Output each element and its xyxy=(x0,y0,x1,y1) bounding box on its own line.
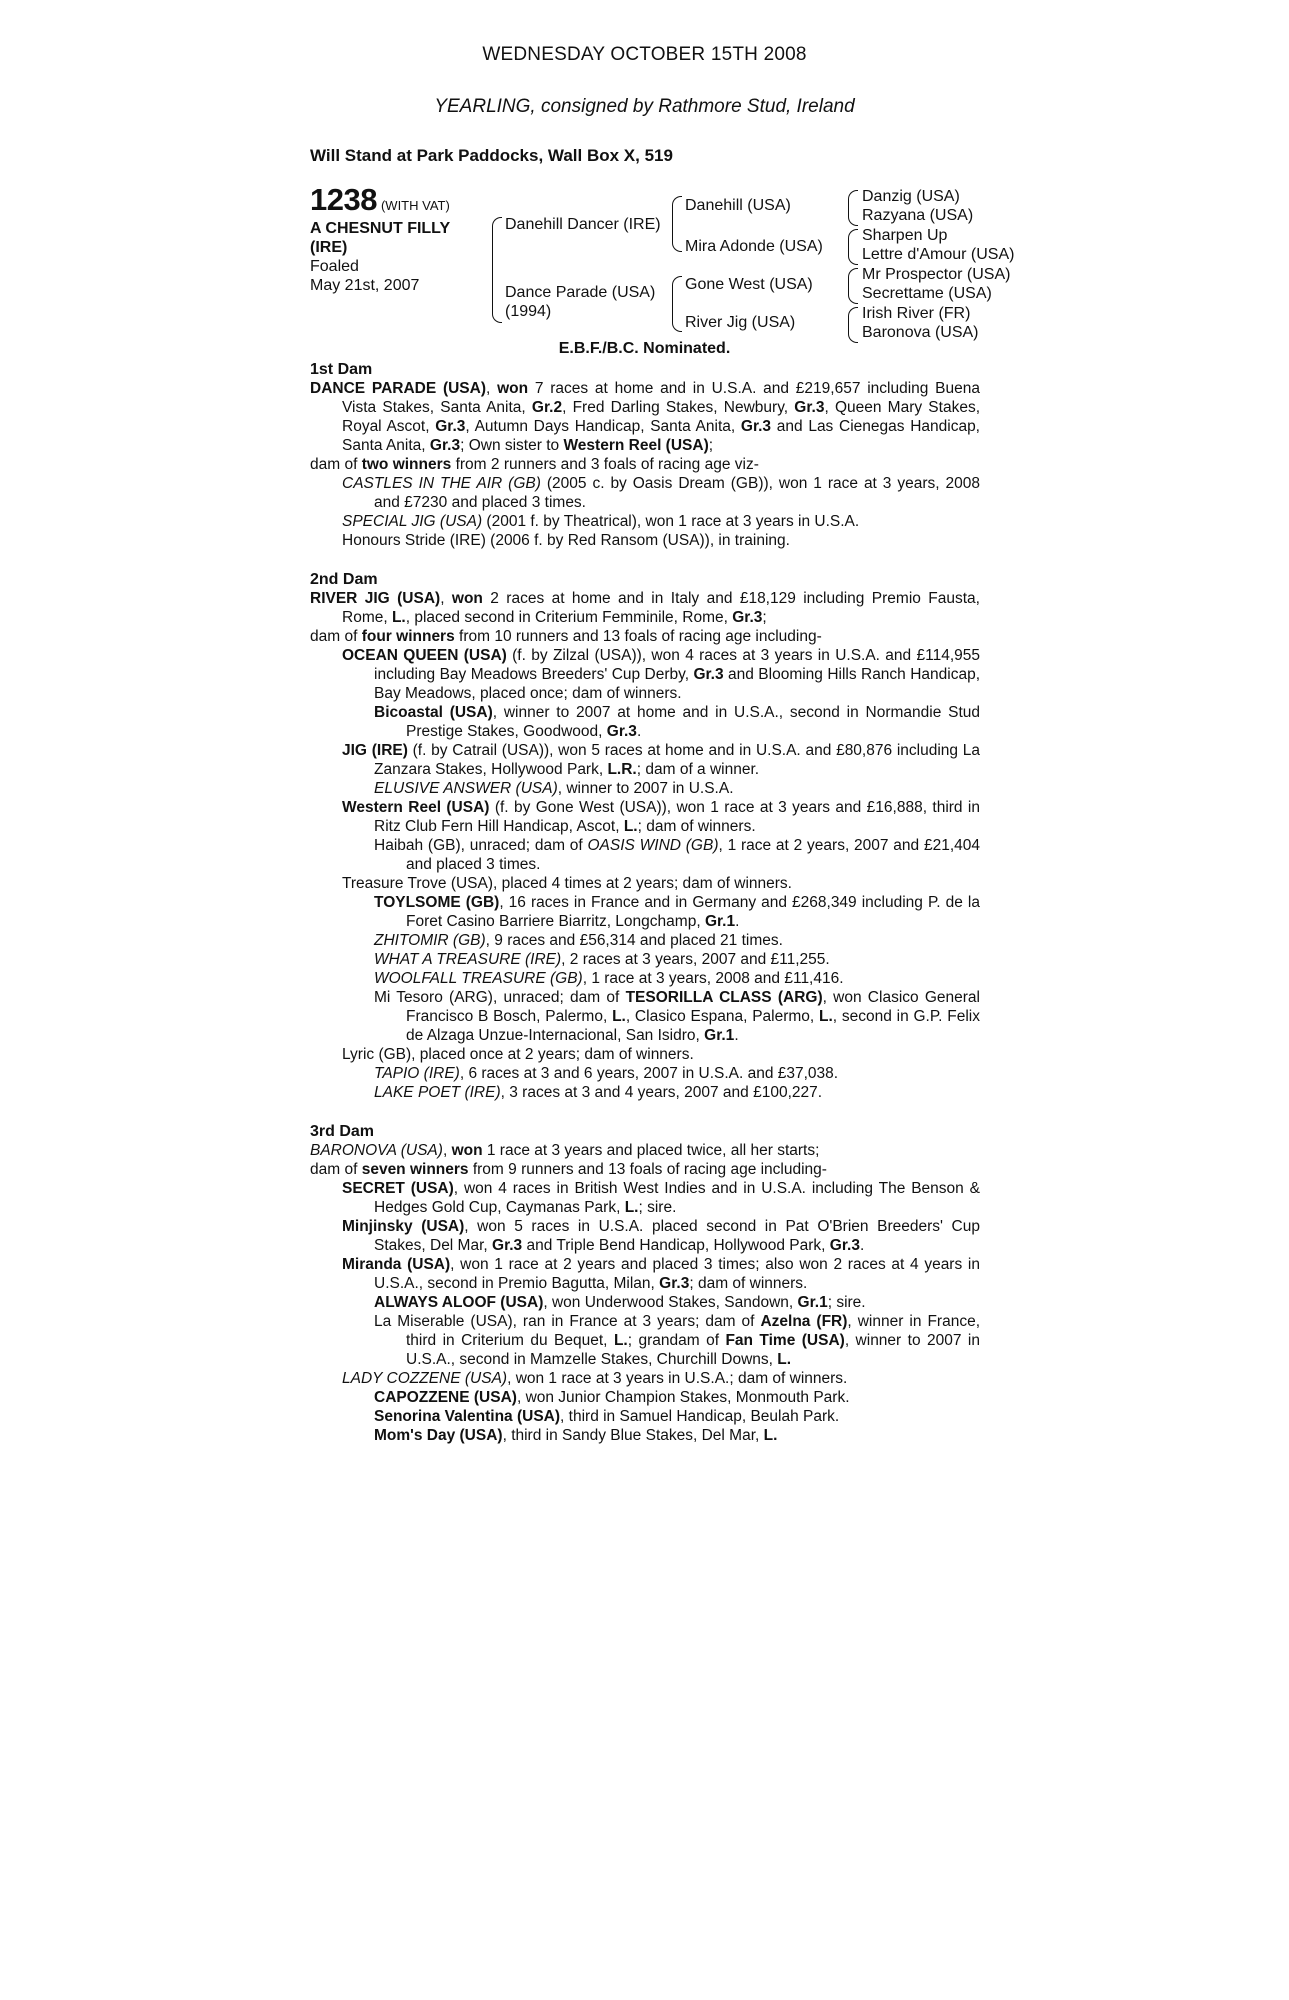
progeny-entry xyxy=(310,531,980,550)
grade-label: Gr.3 xyxy=(794,399,825,416)
pedigree-dam-dam: River Jig (USA) xyxy=(685,314,796,331)
winners-count: seven winners xyxy=(361,1161,469,1178)
brace-ss xyxy=(848,190,858,226)
won-label: won xyxy=(451,1142,483,1159)
progeny-text: , third in Samuel Handicap, Beulah Park. xyxy=(560,1408,840,1425)
progeny-name: Western Reel (USA) xyxy=(342,799,490,816)
won-label: won xyxy=(497,380,529,397)
progeny-text: , 9 races and £56,314 and placed 21 times. xyxy=(485,932,783,949)
progeny-entry xyxy=(310,1293,980,1312)
progeny-text: , Clasico Espana, Palermo, xyxy=(625,1008,819,1025)
progeny-entry xyxy=(310,1407,980,1426)
stand-location: Will Stand at Park Paddocks, Wall Box X, 519 xyxy=(310,146,673,165)
progeny-name: TOYLSOME (GB) xyxy=(374,894,500,911)
pedigree-dsd: Secrettame (USA) xyxy=(862,285,992,302)
progeny-entry xyxy=(310,836,980,874)
progeny-entry xyxy=(310,1217,980,1255)
lot-info xyxy=(310,182,475,295)
pedigree-dam-year: (1994) xyxy=(505,303,552,320)
winners-count: two winners xyxy=(361,456,452,473)
grade-label: L. xyxy=(763,1427,778,1444)
record-text: 1 race at 3 years and placed twice, all her starts; xyxy=(482,1142,820,1159)
progeny-entry xyxy=(310,1426,980,1445)
progeny-text: , won 1 race at 2 years and placed 3 times; also won 2 races at 4 years in U.S.A., second in Premio Bagutta, Milan, xyxy=(374,1256,980,1292)
third-dam-record: BARONOVA (USA), won 1 race at 3 years and placed twice, all her starts; xyxy=(310,1142,820,1159)
progeny-name: SPECIAL JIG (USA) xyxy=(342,513,483,530)
progeny-text: ; dam of a winner. xyxy=(636,761,760,778)
second-dam-section xyxy=(310,570,980,1102)
lot-title-line2: (IRE) xyxy=(310,239,348,256)
brace-ds xyxy=(848,268,858,304)
progeny-name: TESORILLA CLASS (ARG) xyxy=(625,989,823,1006)
progeny-entry xyxy=(310,874,980,893)
dam-of-text: dam of xyxy=(310,1161,362,1178)
progeny-entry xyxy=(310,703,980,741)
progeny-name: TAPIO (IRE) xyxy=(374,1065,460,1082)
progeny-name: WOOLFALL TREASURE (GB) xyxy=(374,970,583,987)
progeny-text: . xyxy=(734,1027,739,1044)
progeny-text: , winner in France, third in Criterium du Bequet, xyxy=(406,1313,980,1349)
first-dam-record: DANCE PARADE (USA), won 7 races at home and in U.S.A. and £219,657 including Buena Vista Stakes, Santa Anita, Gr.2, Fred Darling Stakes, Newbury, Gr.3, Queen Mary Stakes, Royal Ascot, Gr.3, Autumn Days Handicap, Santa Anita, Gr.3 and Las Cienegas Handicap, Santa Anita, Gr.3; Own sister to Western Reel (USA); xyxy=(310,380,981,454)
progeny-entry xyxy=(310,1045,980,1064)
progeny-text: ; dam of winners. xyxy=(637,818,756,835)
progeny-text: , winner to 2007 in U.S.A., second in Mamzelle Stakes, Churchill Downs, xyxy=(406,1332,980,1368)
progeny-name: Miranda (USA) xyxy=(342,1256,451,1273)
dam-of-line xyxy=(310,455,980,474)
grade-label: L. xyxy=(819,1008,833,1025)
progeny-text: (2005 c. by Oasis Dream (GB)), won 1 race at 3 years, 2008 and £7230 and placed 3 times. xyxy=(374,475,981,511)
grade-label: L. xyxy=(391,609,406,626)
grade-label: Gr.1 xyxy=(797,1294,828,1311)
grade-label: Gr.3 xyxy=(693,666,724,683)
brace-parents xyxy=(492,217,502,323)
consignment-line: YEARLING, consigned by Rathmore Stud, Ireland xyxy=(434,96,855,117)
lot-vat: (WITH VAT) xyxy=(380,198,450,213)
grade-label: L. xyxy=(612,1008,626,1025)
grade-label: Gr.3 xyxy=(606,723,637,740)
progeny-text: Haibah (GB), unraced; dam of xyxy=(374,837,588,854)
progeny-text: (f. by Gone West (USA)), won 1 race at 3 years and £16,888, third in Ritz Club Fern Hill Handicap, Ascot, xyxy=(374,799,980,835)
progeny-entry xyxy=(310,988,980,1045)
lot-title-line1: A CHESNUT FILLY xyxy=(310,220,451,237)
second-dam-heading: 2nd Dam xyxy=(310,571,378,588)
grade-label: Gr.3 xyxy=(429,437,461,454)
progeny-text: , won Clasico General Francisco B Bosch, Palermo, xyxy=(406,989,980,1025)
record-text: , placed second in Criterium Femminile, Rome, xyxy=(405,609,733,626)
record-text: ; Own sister to xyxy=(460,437,564,454)
record-text: , Queen Mary Stakes, Royal Ascot, xyxy=(342,399,981,435)
record-text: , Fred Darling Stakes, Newbury, xyxy=(562,399,795,416)
dam-of-line xyxy=(310,1160,980,1179)
progeny-entry xyxy=(310,1064,980,1083)
pedigree-sds: Sharpen Up xyxy=(862,227,948,244)
pedigree-sire-sire: Danehill (USA) xyxy=(685,197,791,214)
progeny-text: , won 5 races in U.S.A. placed second in Pat O'Brien Breeders' Cup Stakes, Del Mar, xyxy=(374,1218,980,1254)
grade-label: L. xyxy=(613,1332,628,1349)
dam-of-text: dam of xyxy=(310,456,362,473)
progeny-text: , won Underwood Stakes, Sandown, xyxy=(543,1294,798,1311)
progeny-text: ; grandam of xyxy=(627,1332,726,1349)
progeny-name: LADY COZZENE (USA) xyxy=(342,1370,508,1387)
progeny-entry xyxy=(310,741,980,779)
progeny-name: OCEAN QUEEN (USA) xyxy=(342,647,507,664)
dam-of-text: dam of xyxy=(310,628,362,645)
record-text: , Autumn Days Handicap, Santa Anita, xyxy=(465,418,741,435)
pedigree-ddd: Baronova (USA) xyxy=(862,324,979,341)
grade-label: L. xyxy=(777,1351,792,1368)
grade-label: Gr.3 xyxy=(829,1237,860,1254)
progeny-text: Mi Tesoro (ARG), unraced; dam of xyxy=(374,989,626,1006)
third-dam-section xyxy=(310,1122,980,1445)
progeny-entry xyxy=(310,931,980,950)
progeny-text: . xyxy=(636,723,642,740)
progeny-name: Fan Time (USA) xyxy=(725,1332,845,1349)
grade-label: Gr.1 xyxy=(704,913,736,930)
grade-label: Gr.3 xyxy=(435,418,466,435)
progeny-text: , 16 races in France and in Germany and £268,349 including P. de la Foret Casino Barriere Biarritz, Longchamp, xyxy=(406,894,980,930)
grade-label: Gr.1 xyxy=(704,1027,735,1044)
grade-label: Gr.3 xyxy=(659,1275,690,1292)
brace-sire-parents xyxy=(672,196,682,252)
brace-dam-parents xyxy=(672,276,682,332)
sale-date: WEDNESDAY OCTOBER 15TH 2008 xyxy=(482,44,807,65)
progeny-entry xyxy=(310,1312,980,1369)
pedigree-sdd: Lettre d'Amour (USA) xyxy=(862,246,1015,263)
second-dam-record: RIVER JIG (USA), won 2 races at home and in Italy and £18,129 including Premio Fausta, Rome, L., placed second in Criterium Femminile, Rome, Gr.3; xyxy=(310,590,980,626)
progeny-entry xyxy=(310,1179,980,1217)
dam-of-text: from 10 runners and 13 foals of racing age including- xyxy=(454,628,822,645)
progeny-text: and Blooming Hills Ranch Handicap, Bay Meadows, placed once; dam of winners. xyxy=(374,666,981,702)
first-dam-section xyxy=(310,360,980,550)
progeny-name: CAPOZZENE (USA) xyxy=(374,1389,517,1406)
pedigree-ssd: Razyana (USA) xyxy=(862,207,974,224)
progeny-text: and Triple Bend Handicap, Hollywood Park, xyxy=(522,1237,830,1254)
progeny-name: LAKE POET (IRE) xyxy=(374,1084,501,1101)
pedigree-sss: Danzig (USA) xyxy=(862,188,960,205)
dam-of-text: from 9 runners and 13 foals of racing age including- xyxy=(468,1161,827,1178)
pedigree-sire: Danehill Dancer (IRE) xyxy=(505,216,661,233)
progeny-text: . xyxy=(735,913,740,930)
progeny-text: Lyric (GB), placed once at 2 years; dam of winners. xyxy=(342,1046,694,1063)
progeny-entry xyxy=(310,1255,980,1293)
lot-number: 1238 xyxy=(310,182,377,217)
progeny-entry xyxy=(310,1369,980,1388)
progeny-name: Minjinsky (USA) xyxy=(342,1218,465,1235)
progeny-entry xyxy=(310,798,980,836)
pedigree-dss: Mr Prospector (USA) xyxy=(862,266,1011,283)
progeny-text: , third in Sandy Blue Stakes, Del Mar, xyxy=(502,1427,764,1444)
progeny-text: , 3 races at 3 and 4 years, 2007 and £100,227. xyxy=(500,1084,823,1101)
winners-count: four winners xyxy=(361,628,455,645)
first-dam-heading: 1st Dam xyxy=(310,361,373,378)
nomination-note: E.B.F./B.C. Nominated. xyxy=(558,340,731,357)
progeny-name: Bicoastal (USA) xyxy=(374,704,493,721)
progeny-text: , second in G.P. Felix de Alzaga Unzue-Internacional, San Isidro, xyxy=(406,1008,980,1044)
pedigree-dam: Dance Parade (USA) xyxy=(505,284,656,301)
progeny-entry xyxy=(310,474,980,512)
third-dam-name: BARONOVA (USA) xyxy=(310,1142,443,1159)
progeny-entry xyxy=(310,1083,980,1102)
progeny-name: Mom's Day (USA) xyxy=(374,1427,503,1444)
won-label: won xyxy=(451,590,483,607)
pedigree-dam-sire: Gone West (USA) xyxy=(685,276,813,293)
progeny-name: ALWAYS ALOOF (USA) xyxy=(374,1294,544,1311)
pedigree-sire-dam: Mira Adonde (USA) xyxy=(685,238,823,255)
dam-of-text: from 2 runners and 3 foals of racing age viz- xyxy=(451,456,759,473)
second-dam-name: RIVER JIG (USA) xyxy=(310,590,441,607)
progeny-text: Honours Stride (IRE) (2006 f. by Red Ransom (USA)), in training. xyxy=(342,532,790,549)
progeny-name: Senorina Valentina (USA) xyxy=(374,1408,561,1425)
pedigree-dds: Irish River (FR) xyxy=(862,305,971,322)
progeny-entry xyxy=(310,950,980,969)
progeny-text: (2001 f. by Theatrical), won 1 race at 3 years in U.S.A. xyxy=(482,513,860,530)
record-text: ; xyxy=(762,609,767,626)
grade-label: Gr.3 xyxy=(492,1237,523,1254)
progeny-text: ; sire. xyxy=(638,1199,677,1216)
progeny-text: , 1 race at 3 years, 2008 and £11,416. xyxy=(582,970,844,987)
grade-label: Gr.2 xyxy=(531,399,563,416)
progeny-text: , 1 race at 2 years, 2007 and £21,404 and placed 3 times. xyxy=(406,837,980,873)
record-text: 7 races at home and in U.S.A. and £219,657 including Buena Vista Stakes, Santa Anita, xyxy=(342,380,980,416)
dam-of-line xyxy=(310,627,980,646)
progeny-name: WHAT A TREASURE (IRE) xyxy=(374,951,562,968)
brace-sd xyxy=(848,229,858,265)
progeny-name: Azelna (FR) xyxy=(760,1313,848,1330)
record-text: and Las Cienegas Handicap, Santa Anita, xyxy=(342,418,980,454)
record-text: ; xyxy=(708,437,714,454)
progeny-text: (f. by Zilzal (USA)), won 4 races at 3 years in U.S.A. and £114,955 including Bay Meadows Breeders' Cup Derby, xyxy=(374,647,980,683)
progeny-entry xyxy=(310,512,980,531)
grade-label: L. xyxy=(624,1199,639,1216)
progeny-text: , 2 races at 3 years, 2007 and £11,255. xyxy=(561,951,830,968)
progeny-name: CASTLES IN THE AIR (GB) xyxy=(342,475,541,492)
foaled-date: May 21st, 2007 xyxy=(310,277,420,294)
progeny-name: ZHITOMIR (GB) xyxy=(374,932,486,949)
progeny-text: ; sire. xyxy=(827,1294,866,1311)
progeny-name: OASIS WIND (GB) xyxy=(587,837,719,854)
progeny-text: , winner to 2007 at home and in U.S.A., second in Normandie Stud Prestige Stakes, Goodwood, xyxy=(406,704,980,740)
grade-label: Gr.3 xyxy=(732,609,763,626)
sister-name: Western Reel (USA) xyxy=(563,437,709,454)
grade-label: Gr.3 xyxy=(740,418,772,435)
progeny-text: , won 1 race at 3 years in U.S.A.; dam of winners. xyxy=(507,1370,848,1387)
progeny-entry xyxy=(310,969,980,988)
progeny-text: (f. by Catrail (USA)), won 5 races at home and in U.S.A. and £80,876 including La Zanzara Stakes, Hollywood Park, xyxy=(374,742,980,778)
progeny-entry xyxy=(310,893,980,931)
progeny-entry xyxy=(310,646,980,703)
grade-label: L. xyxy=(623,818,638,835)
progeny-name: ELUSIVE ANSWER (USA) xyxy=(374,780,558,797)
first-dam-name: DANCE PARADE (USA) xyxy=(310,380,486,397)
progeny-text: , won 4 races in British West Indies and in U.S.A. including The Benson & Hedges Gold Cup, Caymanas Park, xyxy=(374,1180,980,1216)
progeny-entry xyxy=(310,779,980,798)
progeny-text: Treasure Trove (USA), placed 4 times at 2 years; dam of winners. xyxy=(342,875,792,892)
brace-dd xyxy=(848,307,858,343)
progeny-text: ; dam of winners. xyxy=(689,1275,808,1292)
progeny-name: SECRET (USA) xyxy=(342,1180,454,1197)
record-text: 2 races at home and in Italy and £18,129 including Premio Fausta, Rome, xyxy=(342,590,980,626)
progeny-text: , 6 races at 3 and 6 years, 2007 in U.S.A. and £37,038. xyxy=(459,1065,839,1082)
progeny-text: La Miserable (USA), ran in France at 3 years; dam of xyxy=(374,1313,761,1330)
grade-label: L.R. xyxy=(607,761,637,778)
third-dam-heading: 3rd Dam xyxy=(310,1123,375,1140)
foaled-label: Foaled xyxy=(310,258,359,275)
progeny-text: , won Junior Champion Stakes, Monmouth Park. xyxy=(516,1389,850,1406)
progeny-entry xyxy=(310,1388,980,1407)
progeny-text: . xyxy=(859,1237,865,1254)
progeny-text: , winner to 2007 in U.S.A. xyxy=(557,780,734,797)
progeny-name: JIG (IRE) xyxy=(342,742,408,759)
